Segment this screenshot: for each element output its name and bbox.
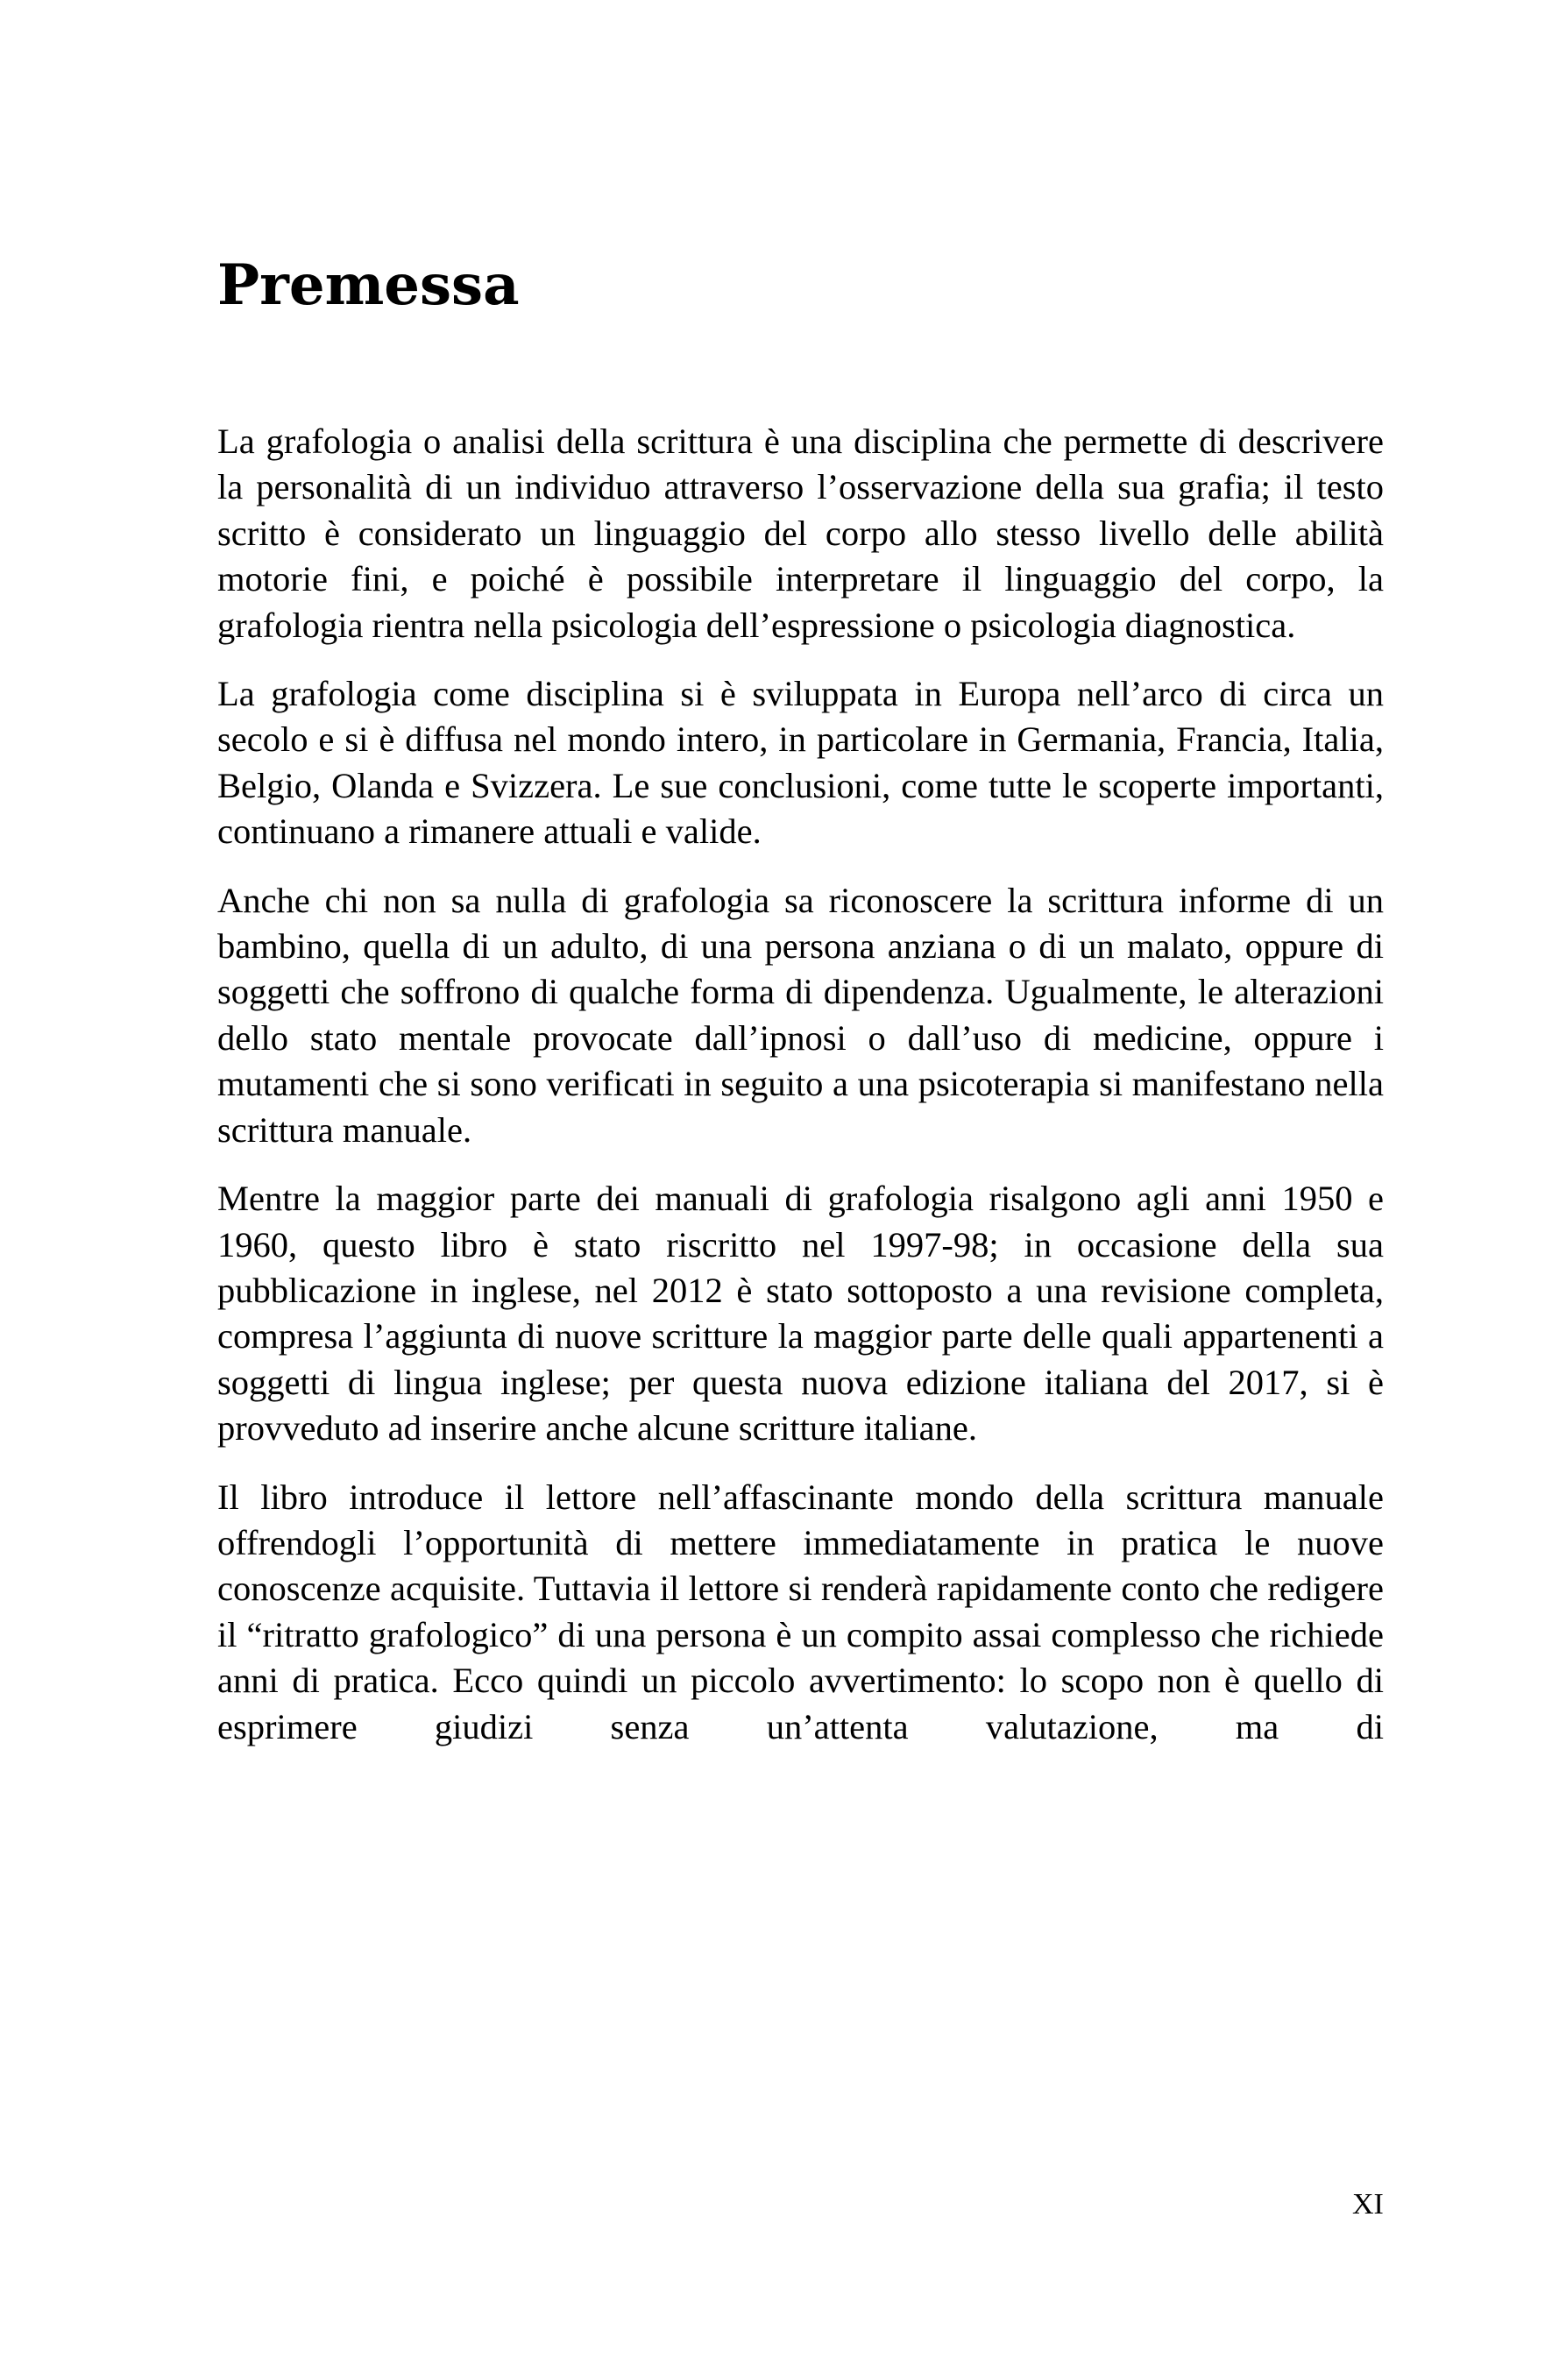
paragraph-2: La grafologia come disciplina si è sviluppata in Europa nell’arco di circa un secolo e si è diffusa nel mondo intero, in particolare in Germania, Francia, Italia, Belgio, Olanda e Svizzera. Le sue conclusioni, come tutte le scoperte importanti, continuano a rimanere attuali e valide. bbox=[217, 674, 1384, 852]
paragraph-3: Anche chi non sa nulla di grafologia sa riconoscere la scrittura informe di un bambino, quella di un adulto, di una persona anziana o di un malato, oppure di soggetti che soffrono di qualche forma di dipendenza. Ugualmente, le alterazioni dello stato mentale provocate dall’ipnosi o dall’uso di medicine, oppure i mutamenti che si sono verificati in seguito a una psicoterapia si manifestano nella scrittura manuale. bbox=[217, 880, 1384, 1150]
body-text bbox=[217, 419, 1384, 1773]
paragraph-4: Mentre la maggior parte dei manuali di grafologia risalgono agli anni 1950 e 1960, questo libro è stato riscritto nel 1997-98; in occasione della sua pubblicazione in inglese, nel 2012 è stato sottoposto a una revisione completa, compresa l’aggiunta di nuove scritture la maggior parte delle quali appartenenti a soggetti di lingua inglese; per questa nuova edizione italiana del 2017, si è provveduto ad inserire anche alcune scritture italiane. bbox=[217, 1179, 1384, 1449]
paragraph-5: Il libro introduce il lettore nell’affascinante mondo della scrittura manuale offrendogli l’opportunità di mettere immediatamente in pratica le nuove conoscenze acquisite. Tuttavia il lettore si renderà rapidamente conto che redigere il “ritratto grafologico” di una persona è un compito assai complesso che richiede anni di pratica. Ecco quindi un piccolo avvertimento: lo scopo non è quello di esprimere giudizi senza un’attenta valutazione, ma di bbox=[217, 1477, 1384, 1746]
page-title: Premessa bbox=[217, 252, 520, 318]
paragraph-1: La grafologia o analisi della scrittura è una disciplina che permette di descrivere la personalità di un individuo attraverso l’osservazione della sua grafia; il testo scritto è considerato un linguaggio del corpo allo stesso livello delle abilità motorie fini, e poiché è possibile interpretare il linguaggio del corpo, la grafologia rientra nella psicologia dell’espressione o psicologia diagnostica. bbox=[217, 421, 1384, 645]
page-number: XI bbox=[1352, 2188, 1384, 2221]
